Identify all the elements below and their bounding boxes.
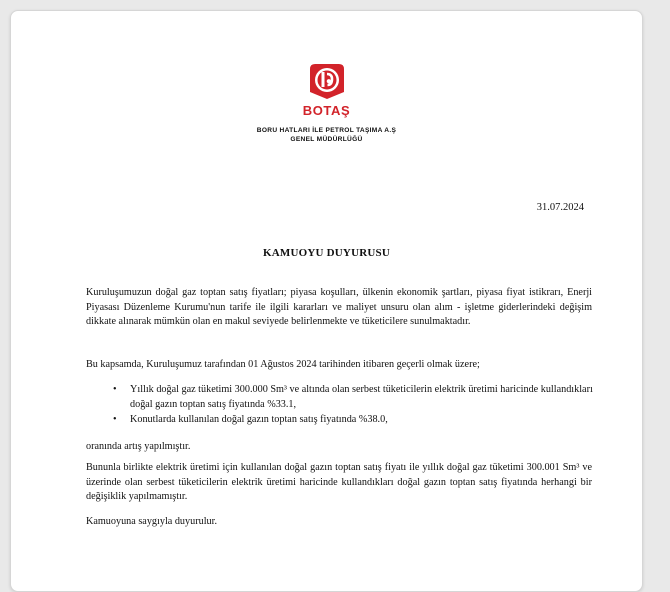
botas-logo-icon	[307, 61, 347, 101]
document-date: 31.07.2024	[536, 202, 584, 213]
price-change-list	[113, 383, 593, 429]
letterhead	[11, 61, 642, 144]
paragraph-increase: oranında artış yapılmıştır.	[86, 441, 191, 452]
bullet-marker: •	[113, 384, 117, 395]
document-page	[10, 10, 643, 592]
bullet-marker: •	[113, 414, 117, 425]
company-line-2: GENEL MÜDÜRLÜĞÜ	[290, 136, 363, 143]
paragraph-intro: Kuruluşumuzun doğal gaz toptan satış fiyatları; piyasa koşulları, ülkenin ekonomik şartları, piyasa fiyat istikrarı, Enerji Piyasası Düzenleme Kurumu'nun tarife ile ilgili kararları ve maliyet unsuru olan alım - işletme giderlerindeki değişim dikkate alınarak mümkün olan en makul seviyede belirlenmekte ve tüketicilere sunulmaktadır.	[86, 287, 592, 327]
paragraph-scope: Bu kapsamda, Kuruluşumuz tarafından 01 Ağustos 2024 tarihinden itibaren geçerli olmak üzere;	[86, 359, 480, 370]
list-item	[113, 383, 593, 412]
company-line-1: BORU HATLARI İLE PETROL TAŞIMA A.Ş	[256, 127, 397, 134]
list-item-text: Konutlarda kullanılan doğal gazın toptan satış fiyatında %38.0,	[130, 414, 388, 425]
list-item-text: Yıllık doğal gaz tüketimi 300.000 Sm³ ve altında olan serbest tüketicilerin elektrik üretimi haricinde kullandıkları doğal gazın toptan satış fiyatında %33.1,	[130, 384, 593, 410]
paragraph-closing: Kamuoyuna saygıyla duyurulur.	[86, 516, 217, 527]
list-item	[113, 413, 593, 428]
brand-name: BOTAŞ	[302, 103, 351, 118]
company-name	[11, 126, 642, 144]
paragraph-no-change: Bununla birlikte elektrik üretimi için kullanılan doğal gazın toptan satış fiyatı ile yıllık doğal gaz tüketimi 300.001 Sm³ ve üzerinde olan serbest tüketicilerin elektrik üretimi haricinde kullandıkları doğal gazın toptan satış fiyatında herhangi bir değişiklik yapılmamıştır.	[86, 462, 592, 502]
document-title: KAMUOYU DUYURUSU	[263, 247, 390, 259]
